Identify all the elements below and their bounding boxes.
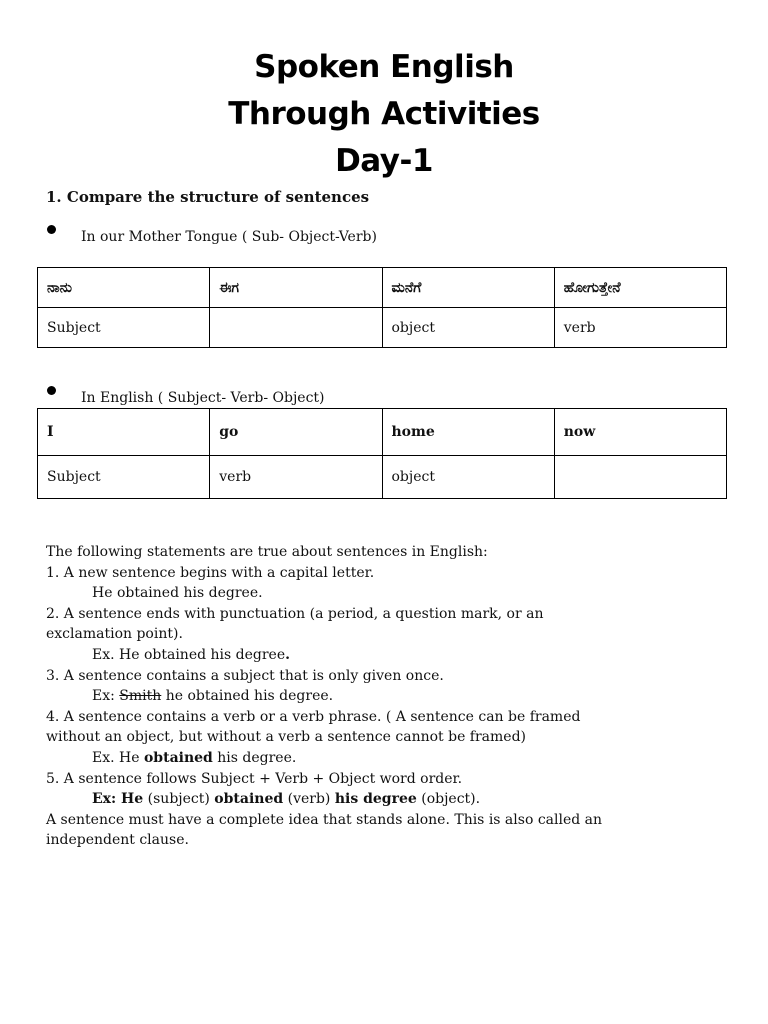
table-cell: Subject xyxy=(38,308,210,348)
table-cell: ನಾನು xyxy=(38,268,210,308)
table-cell: object xyxy=(382,308,554,348)
example-4-prefix: Ex. He xyxy=(92,749,144,766)
example-4-rest: his degree. xyxy=(212,749,297,766)
rule-4-line-2: without an object, but without a verb a sentence cannot be framed) xyxy=(46,729,527,746)
rule-3: 3. A sentence contains a subject that is only given once. xyxy=(46,667,444,684)
kannada-sentence-table xyxy=(37,267,727,348)
rule-1: 1. A new sentence begins with a capital letter. xyxy=(46,564,375,581)
example-2 xyxy=(46,645,736,666)
example-5-object: his degree xyxy=(334,791,417,808)
table-cell xyxy=(554,456,726,499)
example-5-note-2: (verb) xyxy=(283,791,335,808)
table-cell xyxy=(210,308,382,348)
english-sentence-table xyxy=(37,408,727,499)
example-5 xyxy=(46,789,736,810)
example-3-rest: he obtained his degree. xyxy=(161,688,334,705)
example-2-text: Ex. He obtained his degree xyxy=(92,646,286,663)
table-row xyxy=(38,268,727,308)
example-4 xyxy=(46,748,736,769)
example-4-verb: obtained xyxy=(143,749,213,766)
title-line-3: Day-1 xyxy=(335,143,433,179)
example-3 xyxy=(46,686,736,707)
bullet-icon xyxy=(44,383,58,397)
table-row xyxy=(38,409,727,456)
table-cell: Subject xyxy=(38,456,210,499)
title-line-1: Spoken English xyxy=(254,49,514,85)
example-5-subject: Ex: He xyxy=(92,791,144,808)
rule-2-line-1: 2. A sentence ends with punctuation (a period, a question mark, or an xyxy=(46,605,544,622)
rule-4-line-1: 4. A sentence contains a verb or a verb phrase. ( A sentence can be framed xyxy=(46,708,581,725)
table-cell: object xyxy=(382,456,554,499)
bullet-english: In English ( Subject- Verb- Object) xyxy=(81,390,325,406)
closing-line-1: A sentence must have a complete idea that stands alone. This is also called an xyxy=(46,811,603,828)
table-cell: I xyxy=(38,409,210,456)
example-1: He obtained his degree. xyxy=(92,585,263,602)
bullet-icon xyxy=(44,222,58,236)
table-cell: verb xyxy=(554,308,726,348)
table-row xyxy=(38,308,727,348)
rule-2-line-2: exclamation point). xyxy=(46,626,183,643)
sentence-rules xyxy=(46,542,736,851)
table-cell: go xyxy=(210,409,382,456)
table-cell: ಈಗ xyxy=(210,268,382,308)
bullet-mother-tongue: In our Mother Tongue ( Sub- Object-Verb) xyxy=(81,229,377,245)
table-cell: verb xyxy=(210,456,382,499)
table-cell: ಹೋಗುತ್ತೇನೆ xyxy=(554,268,726,308)
table-row xyxy=(38,456,727,499)
example-5-note-1: (subject) xyxy=(143,791,215,808)
title-line-2: Through Activities xyxy=(228,96,540,132)
table-cell: ಮನೆಗೆ xyxy=(382,268,554,308)
table-cell: now xyxy=(554,409,726,456)
rule-5: 5. A sentence follows Subject + Verb + Object word order. xyxy=(46,770,463,787)
example-2-period: . xyxy=(285,646,290,663)
example-5-verb: obtained xyxy=(214,791,284,808)
example-3-struck-subject: Smith xyxy=(119,688,162,705)
closing-line-2: independent clause. xyxy=(46,832,189,849)
example-3-prefix: Ex: xyxy=(92,688,120,705)
table-cell: home xyxy=(382,409,554,456)
example-5-note-3: (object). xyxy=(416,791,481,808)
section-heading: 1. Compare the structure of sentences xyxy=(46,188,370,206)
rules-intro: The following statements are true about sentences in English: xyxy=(46,544,488,560)
